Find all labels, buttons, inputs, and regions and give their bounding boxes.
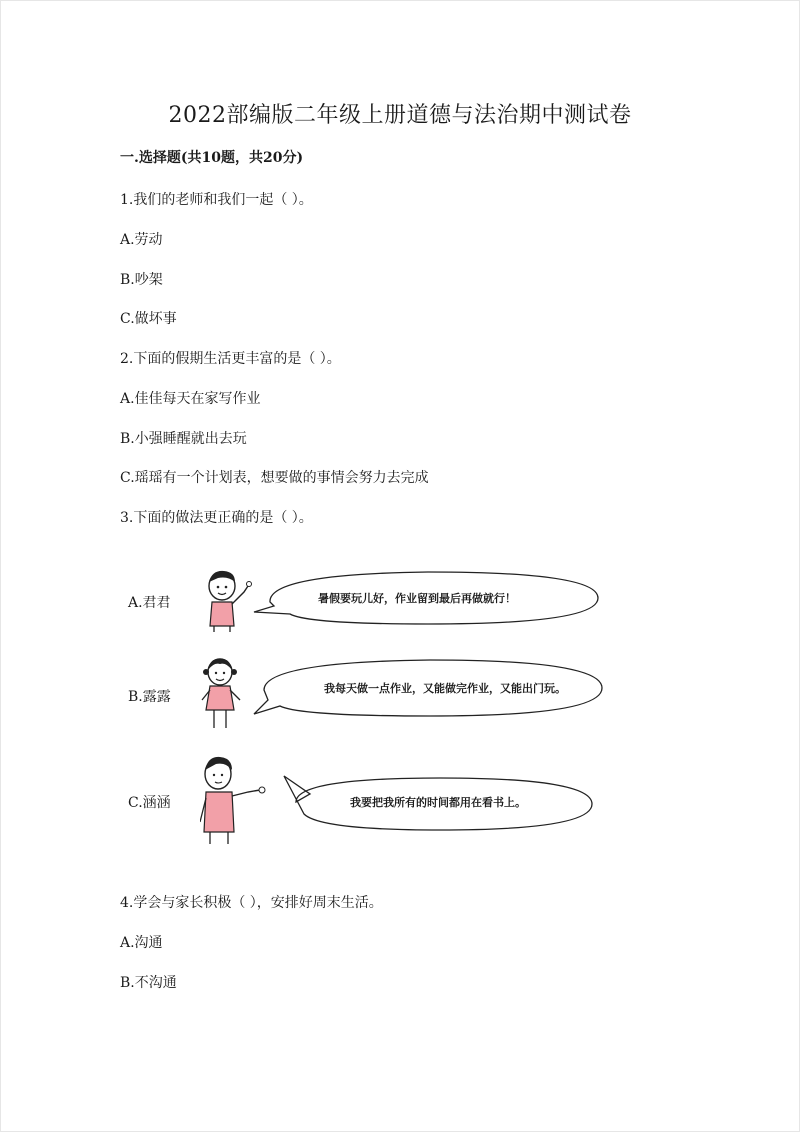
- question-3-option-a[interactable]: [128, 558, 608, 648]
- boy-gesturing-illustration: [200, 752, 270, 846]
- question-4-stem: 4.学会与家长积极（ ），安排好周末生活。: [120, 895, 383, 911]
- question-4-option-b[interactable]: B.不沟通: [120, 975, 177, 991]
- option-c-label: C.涵涵: [128, 795, 171, 811]
- question-3-option-c[interactable]: [128, 750, 608, 840]
- question-3-stem: 3.下面的做法更正确的是（ ）。: [120, 510, 313, 526]
- question-2-option-b[interactable]: B.小强睡醒就出去玩: [120, 431, 247, 447]
- option-a-label: A.君君: [128, 595, 171, 611]
- question-4-option-a[interactable]: A.沟通: [120, 935, 163, 951]
- question-1-option-c[interactable]: C.做坏事: [120, 311, 177, 327]
- question-3-option-b[interactable]: [128, 648, 608, 738]
- question-2-option-a[interactable]: A.佳佳每天在家写作业: [120, 391, 261, 407]
- question-1-option-a[interactable]: A.劳动: [120, 232, 163, 248]
- page-title: 2022部编版二年级上册道德与法治期中测试卷: [168, 103, 632, 128]
- option-a-speech: 暑假要玩儿好，作业留到最后再做就行！: [318, 592, 516, 605]
- option-b-label: B.露露: [128, 689, 171, 705]
- girl-illustration: [196, 654, 246, 732]
- question-2-stem: 2.下面的假期生活更丰富的是（ ）。: [120, 351, 341, 367]
- option-b-speech: 我每天做一点作业，又能做完作业，又能出门玩。: [324, 682, 566, 695]
- question-1-stem: 1.我们的老师和我们一起（ ）。: [120, 192, 313, 208]
- section-heading: 一.选择题(共10题，共20分): [120, 150, 304, 166]
- option-c-speech: 我要把我所有的时间都用在看书上。: [350, 796, 526, 809]
- question-1-option-b[interactable]: B.吵架: [120, 272, 163, 288]
- question-2-option-c[interactable]: C.瑶瑶有一个计划表，想要做的事情会努力去完成: [120, 470, 429, 486]
